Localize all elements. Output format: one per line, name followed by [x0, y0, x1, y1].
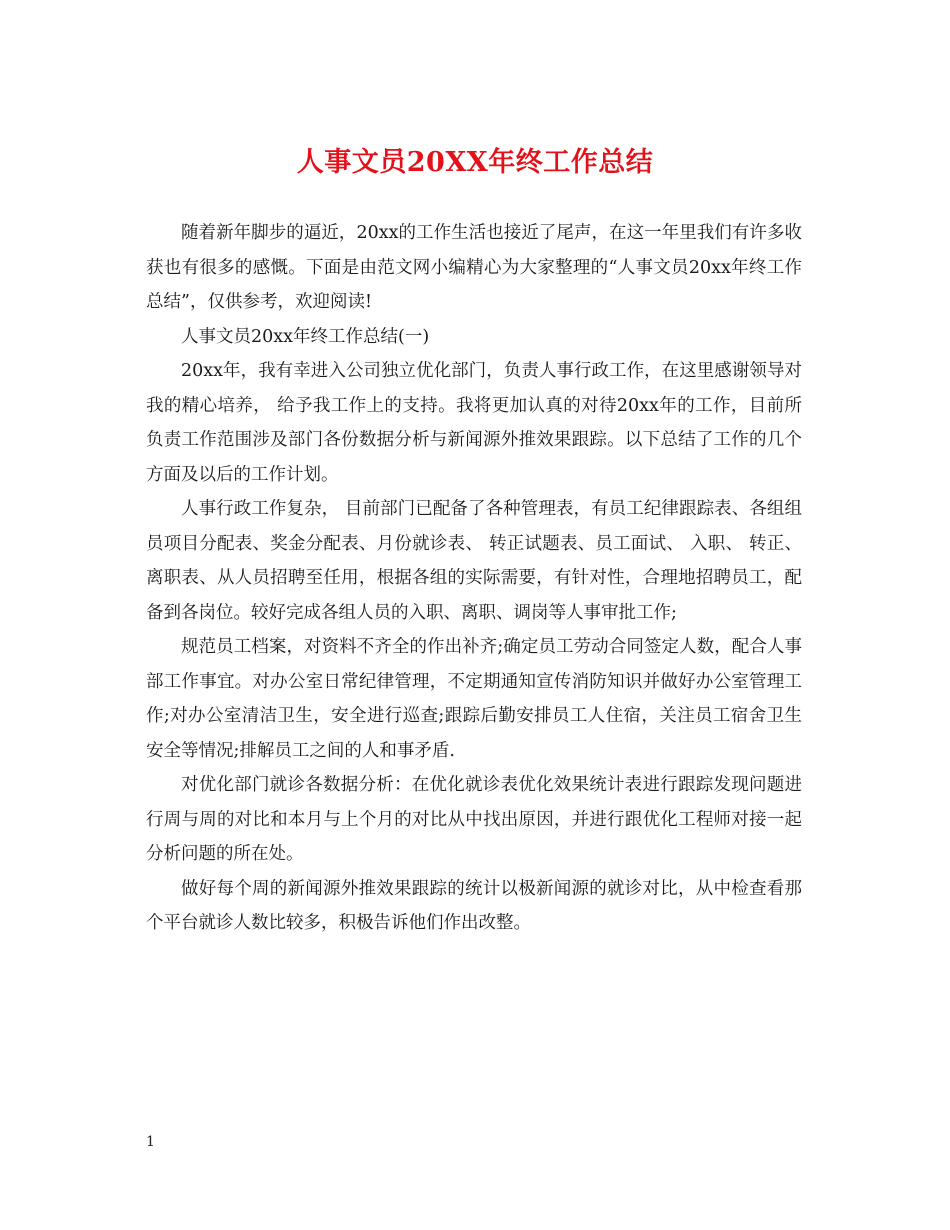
section-heading: 人事文员20xx年终工作总结(一): [181, 326, 430, 347]
paragraph-intro: 随着新年脚步的逼近，20xx的工作生活也接近了尾声，在这一年里我们有许多收获也有很多的感慨。下面是由范文网小编精心为大家整理的“人事文员20xx年终工作总结”，仅供参考，欢迎阅读!: [146, 223, 802, 312]
paragraph-data-analysis: 对优化部门就诊各数据分析：在优化就诊表优化效果统计表进行跟踪发现问题进行周与周的对比和本月与上个月的对比从中找出原因，并进行跟优化工程师对接一起分析问题的所在处。: [146, 775, 802, 864]
document-body: [146, 216, 802, 941]
paragraph-staff-records: 规范员工档案，对资料不齐全的作出补齐;确定员工劳动合同签定人数，配合人事部工作事宜。对办公室日常纪律管理，不定期通知宣传消防知识并做好办公室管理工作;对办公室清洁卫生，安全进行巡查;跟踪后勤安排员工人住宿，关注员工宿舍卫生安全等情况;排解员工之间的人和事矛盾.: [146, 637, 802, 761]
paragraph-admin-work: 人事行政工作复杂， 目前部门已配备了各种管理表，有员工纪律跟踪表、各组组员项目分配表、奖金分配表、月份就诊表、 转正试题表、员工面试、 入职、 转正、 离职表、从人员招聘至任用，根据各组的实际需要，有针对性，合理地招聘员工，配备到各岗位。较好完成各组人员的入职、离职、调岗等人事审批工作;: [146, 499, 802, 623]
paragraph-news-tracking: 做好每个周的新闻源外推效果跟踪的统计以极新闻源的就诊对比，从中检查看那个平台就诊人数比较多，积极告诉他们作出改整。: [146, 878, 802, 933]
page-number: 1: [146, 1134, 155, 1150]
paragraph-overview: 20xx年，我有幸进入公司独立优化部门，负责人事行政工作，在这里感谢领导对我的精心培养， 给予我工作上的支持。我将更加认真的对待20xx年的工作，目前所负责工作范围涉及部门各份数据分析与新闻源外推效果跟踪。以下总结了工作的几个方面及以后的工作计划。: [146, 361, 802, 485]
document-title: 人事文员20XX年终工作总结: [296, 147, 654, 178]
